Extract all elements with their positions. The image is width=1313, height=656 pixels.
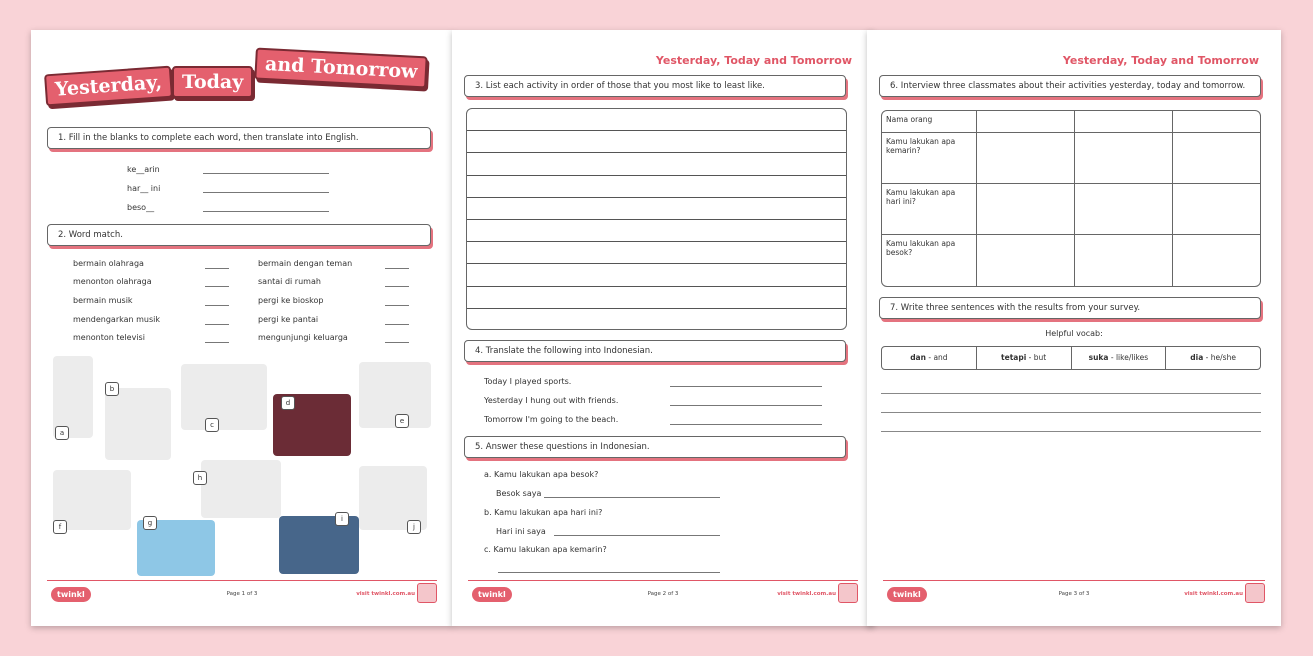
label-j: j [407,520,421,534]
twinkl-logo[interactable]: twinkl [51,587,91,602]
question-1-bar: 1. Fill in the blanks to complete each word, then translate into English. [47,127,431,149]
visit-link[interactable]: visit twinkl.com.au [356,591,415,597]
match-right-4: pergi ke pantai [258,315,319,324]
label-g: g [143,516,157,530]
survey-cell[interactable] [977,184,1075,235]
survey-cell[interactable] [977,133,1075,184]
vocab-item-tetapi: tetapi - but [977,347,1072,369]
badge-icon [417,583,437,603]
match-left-1: bermain olahraga [73,259,144,268]
visit-link[interactable]: visit twinkl.com.au [1184,591,1243,597]
answer-line[interactable] [544,497,720,498]
worksheet-page-1 [31,30,453,626]
worksheet-page-2 [452,30,874,626]
survey-cell[interactable] [1173,133,1260,184]
survey-cell[interactable] [1173,235,1260,286]
page-number: Page 2 of 3 [647,591,679,597]
vocab-item-dan: dan - and [882,347,977,369]
page-number: Page 3 of 3 [1058,591,1090,597]
survey-cell[interactable] [1173,111,1260,133]
page-title: Yesterday, Today and Tomorrow [655,54,852,67]
match-blank[interactable] [385,268,409,269]
match-right-5: mengunjungi keluarga [258,333,348,342]
label-b: b [105,382,119,396]
match-left-3: bermain musik [73,296,133,305]
survey-cell[interactable] [1173,184,1260,235]
answer-line[interactable] [203,192,329,193]
question-6-bar: 6. Interview three classmates about their activities yesterday, today and tomorrow. [879,75,1261,97]
match-left-2: menonton olahraga [73,277,152,286]
match-left-4: mendengarkan musik [73,315,161,324]
question-5c: c. Kamu lakukan apa kemarin? [484,545,607,554]
survey-cell[interactable] [977,111,1075,133]
match-blank[interactable] [385,342,409,343]
question-2-bar: 2. Word match. [47,224,431,246]
answer-line[interactable] [203,211,329,212]
visit-link[interactable]: visit twinkl.com.au [777,591,836,597]
question-5a: a. Kamu lakukan apa besok? [484,470,599,479]
page-number: Page 1 of 3 [226,591,258,597]
survey-cell[interactable] [977,235,1075,286]
match-blank[interactable] [205,305,229,306]
badge-icon [1245,583,1265,603]
match-blank[interactable] [205,324,229,325]
worksheet-page-3 [867,30,1281,626]
label-i: i [335,512,349,526]
illustration-relaxing-sofa [201,460,281,518]
match-right-3: pergi ke bioskop [258,296,324,305]
match-blank[interactable] [385,286,409,287]
translate-sentence-2: Yesterday I hung out with friends. [484,396,619,405]
survey-table [881,110,1261,287]
footer-divider [47,580,437,581]
label-d: d [281,396,295,410]
twinkl-logo[interactable]: twinkl [887,587,927,602]
label-h: h [193,471,207,485]
survey-cell[interactable] [1075,184,1173,235]
question-5b: b. Kamu lakukan apa hari ini? [484,508,603,517]
footer-divider [883,580,1265,581]
badge-icon [838,583,858,603]
answer-line[interactable] [203,173,329,174]
answer-line[interactable] [670,405,822,406]
match-blank[interactable] [205,286,229,287]
writing-line[interactable] [881,431,1261,432]
match-right-1: bermain dengan teman [258,259,353,268]
twinkl-logo[interactable]: twinkl [472,587,512,602]
question-4-bar: 4. Translate the following into Indonesian. [464,340,846,362]
question-5-bar: 5. Answer these questions in Indonesian. [464,436,846,458]
translate-sentence-1: Today I played sports. [484,377,572,386]
label-c: c [205,418,219,432]
label-e: e [395,414,409,428]
survey-cell[interactable] [1075,111,1173,133]
fill-word-3: beso__ [127,203,155,212]
survey-cell[interactable] [1075,235,1173,286]
answer-5a-prompt: Besok saya [496,489,542,498]
match-left-5: menonton televisi [73,333,145,342]
fill-word-2: har__ ini [127,184,161,193]
answer-5b-prompt: Hari ini saya [496,527,546,536]
match-blank[interactable] [385,305,409,306]
page-title: Yesterday, Today and Tomorrow [1062,54,1259,67]
row-label-yesterday: Kamu lakukan apa kemarin? [882,133,977,184]
vocab-item-suka: suka - like/likes [1072,347,1167,369]
match-blank[interactable] [205,268,229,269]
writing-line[interactable] [881,393,1261,394]
label-a: a [55,426,69,440]
ranking-lines[interactable] [466,108,847,330]
row-label-tomorrow: Kamu lakukan apa besok? [882,235,977,286]
match-right-2: santai di rumah [258,277,321,286]
vocab-box [881,346,1261,370]
question-7-bar: 7. Write three sentences with the results from your survey. [879,297,1261,319]
banner-word-tomorrow: and Tomorrow [254,48,428,89]
banner-word-today: Today [172,66,253,98]
illustration-family-group [181,364,267,430]
answer-line[interactable] [670,386,822,387]
match-blank[interactable] [385,324,409,325]
answer-line[interactable] [670,424,822,425]
row-label-name: Nama orang [882,111,977,133]
illustration-watching-tv [105,388,171,460]
banner-word-yesterday: Yesterday, [44,66,173,107]
vocab-title: Helpful vocab: [1045,329,1103,338]
footer-divider [468,580,858,581]
vocab-item-dia: dia - he/she [1190,353,1236,362]
answer-line[interactable] [554,535,720,536]
translate-sentence-3: Tomorrow I'm going to the beach. [484,415,619,424]
label-f: f [53,520,67,534]
row-label-today: Kamu lakukan apa hari ini? [882,184,977,235]
survey-cell[interactable] [1075,133,1173,184]
answer-line[interactable] [498,572,720,573]
match-blank[interactable] [205,342,229,343]
fill-word-1: ke__arin [127,165,160,174]
writing-line[interactable] [881,412,1261,413]
question-3-bar: 3. List each activity in order of those that you most like to least like. [464,75,846,97]
